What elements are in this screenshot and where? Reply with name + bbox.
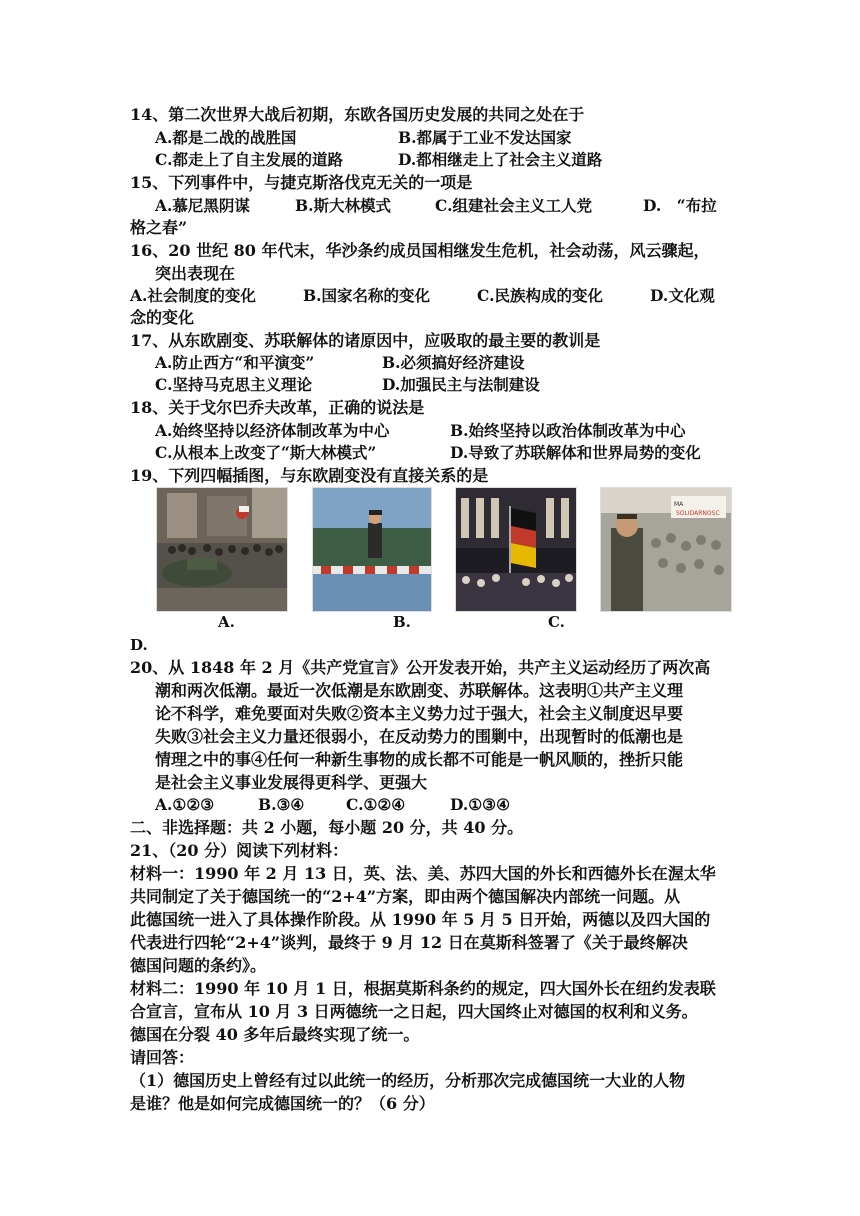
- q17-option-d: D.加强民主与法制建设: [382, 375, 540, 394]
- q17-option-c: C.坚持马克思主义理论: [155, 375, 312, 394]
- q16-stem: 16、20 世纪 80 年代末，华沙条约成员国相继发生危机，社会动荡，风云骤起，: [130, 241, 710, 260]
- q20-option-d: D.①③④: [450, 795, 510, 814]
- material-2-line-3: 德国在分裂 40 多年后最终实现了统一。: [130, 1025, 420, 1044]
- q20-option-b: B.③④: [258, 795, 305, 814]
- q14-stem: 14、第二次世界大战后初期，东欧各国历史发展的共同之处在于: [130, 105, 585, 124]
- section-2-heading: 二、非选择题：共 2 小题，每小题 20 分，共 40 分。: [130, 818, 524, 837]
- q15-option-a: A.慕尼黑阴谋: [155, 196, 250, 215]
- q16-option-a: A.社会制度的变化: [130, 286, 256, 305]
- photo-d-rally-speaker: [600, 487, 732, 612]
- q20-stem-line-3: 论不科学，难免要面对失败②资本主义势力过于强大，社会主义制度迟早要: [155, 704, 684, 723]
- q21-heading: 21、（20 分）阅读下列材料：: [130, 841, 349, 860]
- banner-text-1: MA: [674, 501, 684, 508]
- photo-b-label: B.: [393, 613, 411, 631]
- q18-option-b: B.始终坚持以政治体制改革为中心: [450, 421, 686, 440]
- q20-stem-line-1: 20、从 1848 年 2 月《共产党宣言》公开发表开始，共产主义运动经历了两次高: [130, 658, 711, 677]
- q16-option-d: D.文化观: [650, 286, 715, 305]
- q20-stem-line-2: 潮和两次低潮。最近一次低潮是东欧剧变、苏联解体。这表明①共产主义理: [155, 681, 684, 700]
- photo-a-label: A.: [218, 613, 235, 631]
- photo-c-label: C.: [548, 613, 565, 631]
- q18-option-c: C.从根本上改变了“斯大林模式”: [155, 443, 377, 462]
- q20-option-c: C.①②④: [346, 795, 406, 814]
- q15-option-c: C.组建社会主义工人党: [435, 196, 592, 215]
- material-1-line-5: 德国问题的条约》。: [130, 956, 267, 975]
- q15-option-b: B.斯大林模式: [295, 196, 391, 215]
- q16-option-b: B.国家名称的变化: [303, 286, 430, 305]
- photo-a-crowd-tank: [156, 487, 288, 612]
- q14-option-a: A.都是二战的战胜国: [155, 128, 297, 147]
- photo-b-border-guard: [312, 487, 432, 612]
- q14-option-b: B.都属于工业不发达国家: [398, 128, 572, 147]
- q16-option-c: C.民族构成的变化: [477, 286, 603, 305]
- q20-stem-line-4: 失败③社会主义力量还很弱小，在反动势力的围剿中，出现暂时的低潮也是: [155, 727, 684, 746]
- material-1-line-1: 材料一：1990 年 2 月 13 日，英、法、美、苏四大国的外长和西德外长在渥太华: [130, 864, 716, 883]
- q20-stem-line-5: 情理之中的事④任何一种新生事物的成长都不可能是一帆风顺的，挫折只能: [155, 750, 684, 769]
- q16-stem-cont: 突出表现在: [155, 264, 236, 283]
- q18-option-d: D.导致了苏联解体和世界局势的变化: [450, 443, 701, 462]
- material-2-line-2: 合宣言，宣布从 10 月 3 日两德统一之日起，四大国终止对德国的权利和义务。: [130, 1002, 698, 1021]
- q17-option-b: B.必须搞好经济建设: [382, 353, 525, 372]
- q20-option-a: A.①②③: [155, 795, 215, 814]
- material-1-line-3: 此德国统一进入了具体操作阶段。从 1990 年 5 月 5 日开始，两德以及四大国的: [130, 910, 711, 929]
- q15-stem: 15、下列事件中，与捷克斯洛伐克无关的一项是: [130, 173, 473, 192]
- q17-option-a: A.防止西方“和平演变”: [155, 353, 315, 372]
- q16-option-d-cont: 念的变化: [130, 308, 195, 327]
- q15-option-d: D. “布拉: [643, 196, 717, 215]
- q15-option-d-cont: 格之春”: [130, 218, 188, 237]
- q14-option-d: D.都相继走上了社会主义道路: [398, 150, 603, 169]
- material-1-line-4: 代表进行四轮“2+4”谈判，最终于 9 月 12 日在莫斯科签署了《关于最终解决: [130, 933, 688, 952]
- answer-prompt: 请回答：: [130, 1048, 195, 1067]
- photo-d-label: D.: [130, 636, 148, 654]
- q14-option-c: C.都走上了自主发展的道路: [155, 150, 343, 169]
- q20-stem-line-6: 是社会主义事业发展得更科学、更强大: [155, 773, 428, 792]
- q18-option-a: A.始终坚持以经济体制改革为中心: [155, 421, 390, 440]
- subquestion-1-line-2: 是谁？他是如何完成德国统一的？（6 分）: [130, 1094, 435, 1113]
- photo-c-berlin-flag: [455, 487, 577, 612]
- q19-stem: 19、下列四幅插图，与东欧剧变没有直接关系的是: [130, 466, 489, 485]
- material-2-line-1: 材料二：1990 年 10 月 1 日，根据莫斯科条约的规定，四大国外长在纽约发表联: [130, 979, 716, 998]
- q18-stem: 18、关于戈尔巴乔夫改革，正确的说法是: [130, 398, 425, 417]
- q17-stem: 17、从东欧剧变、苏联解体的诸原因中，应吸取的最主要的教训是: [130, 331, 601, 350]
- material-1-line-2: 共同制定了关于德国统一的“2+4”方案，即由两个德国解决内部统一问题。从: [130, 887, 681, 906]
- subquestion-1-line-1: （1）德国历史上曾经有过以此统一的经历，分析那次完成德国统一大业的人物: [130, 1071, 686, 1090]
- banner-text-2: SOLIDARNOSC: [676, 510, 720, 517]
